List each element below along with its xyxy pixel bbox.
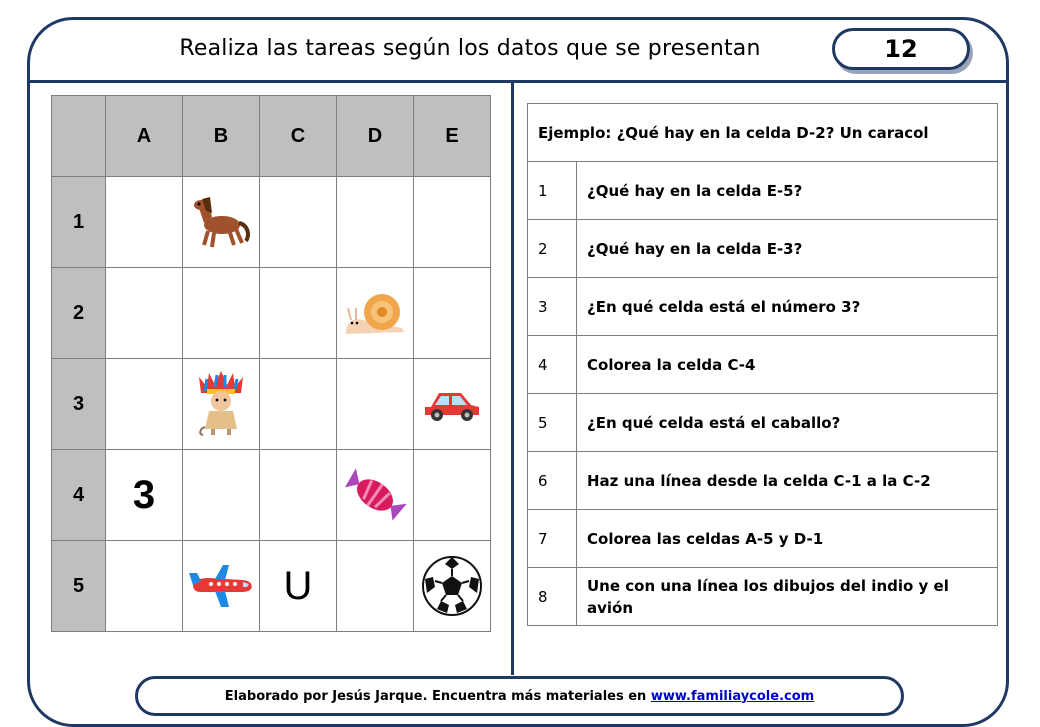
cell-d1[interactable] [337,177,414,268]
page-title: Realiza las tareas según los datos que se presentan [179,36,761,61]
footer-link[interactable]: www.familiaycole.com [650,688,815,704]
airplane-icon [187,563,255,609]
footer-text: Elaborado por Jesús Jarque. Encuentra más materiales en [224,688,647,704]
footer-credit [135,676,904,716]
number-three: 3 [132,472,156,517]
task-question: Colorea las celdas A-5 y D-1 [577,510,998,568]
soccer-ball-icon [421,555,483,617]
task-row [528,162,998,220]
indian-icon [195,371,247,437]
cell-d2[interactable] [337,268,414,359]
coordinate-grid [51,95,491,632]
example-row: Ejemplo: ¿Qué hay en la celda D-2? Un caracol [528,104,998,162]
cell-d5[interactable] [337,541,414,632]
task-row [528,510,998,568]
cell-c1[interactable] [260,177,337,268]
cell-e5[interactable] [414,541,491,632]
header-divider [27,80,1009,83]
task-row [528,278,998,336]
cell-e3[interactable] [414,359,491,450]
cell-a3[interactable] [106,359,183,450]
cell-b1[interactable] [183,177,260,268]
cell-b3[interactable] [183,359,260,450]
cell-b5[interactable] [183,541,260,632]
task-question: Une con una línea los dibujos del indio y el avión [577,568,998,626]
car-icon [421,385,483,423]
col-header-d: D [337,96,414,177]
task-table [527,103,998,626]
col-header-c: C [260,96,337,177]
task-number: 1 [528,162,577,220]
cell-d3[interactable] [337,359,414,450]
candy-icon [342,468,408,522]
cell-e2[interactable] [414,268,491,359]
snail-icon [342,290,408,336]
cell-c5[interactable] [260,541,337,632]
task-row [528,568,998,626]
task-row [528,220,998,278]
row-header-5: 5 [52,541,106,632]
cell-b2[interactable] [183,268,260,359]
task-question: Colorea la celda C-4 [577,336,998,394]
col-header-b: B [183,96,260,177]
task-number: 7 [528,510,577,568]
task-question: Haz una línea desde la celda C-1 a la C-2 [577,452,998,510]
task-question: ¿Qué hay en la celda E-3? [577,220,998,278]
task-number: 4 [528,336,577,394]
worksheet-number-badge [832,28,970,70]
cell-e1[interactable] [414,177,491,268]
grid-corner [52,96,106,177]
col-header-e: E [414,96,491,177]
cell-c3[interactable] [260,359,337,450]
cell-d4[interactable] [337,450,414,541]
letter-u: U [283,563,313,608]
task-number: 2 [528,220,577,278]
column-divider [511,80,514,675]
row-header-4: 4 [52,450,106,541]
task-number: 8 [528,568,577,626]
horse-icon [190,193,252,251]
cell-e4[interactable] [414,450,491,541]
worksheet-number: 12 [884,35,918,63]
row-header-1: 1 [52,177,106,268]
task-number: 3 [528,278,577,336]
task-number: 6 [528,452,577,510]
row-header-2: 2 [52,268,106,359]
cell-a5[interactable] [106,541,183,632]
cell-c2[interactable] [260,268,337,359]
cell-a1[interactable] [106,177,183,268]
cell-c4[interactable] [260,450,337,541]
task-row [528,394,998,452]
task-question: ¿En qué celda está el caballo? [577,394,998,452]
row-header-3: 3 [52,359,106,450]
task-row [528,336,998,394]
task-question: ¿En qué celda está el número 3? [577,278,998,336]
task-number: 5 [528,394,577,452]
col-header-a: A [106,96,183,177]
cell-a2[interactable] [106,268,183,359]
task-row [528,452,998,510]
cell-a4[interactable] [106,450,183,541]
task-question: ¿Qué hay en la celda E-5? [577,162,998,220]
cell-b4[interactable] [183,450,260,541]
